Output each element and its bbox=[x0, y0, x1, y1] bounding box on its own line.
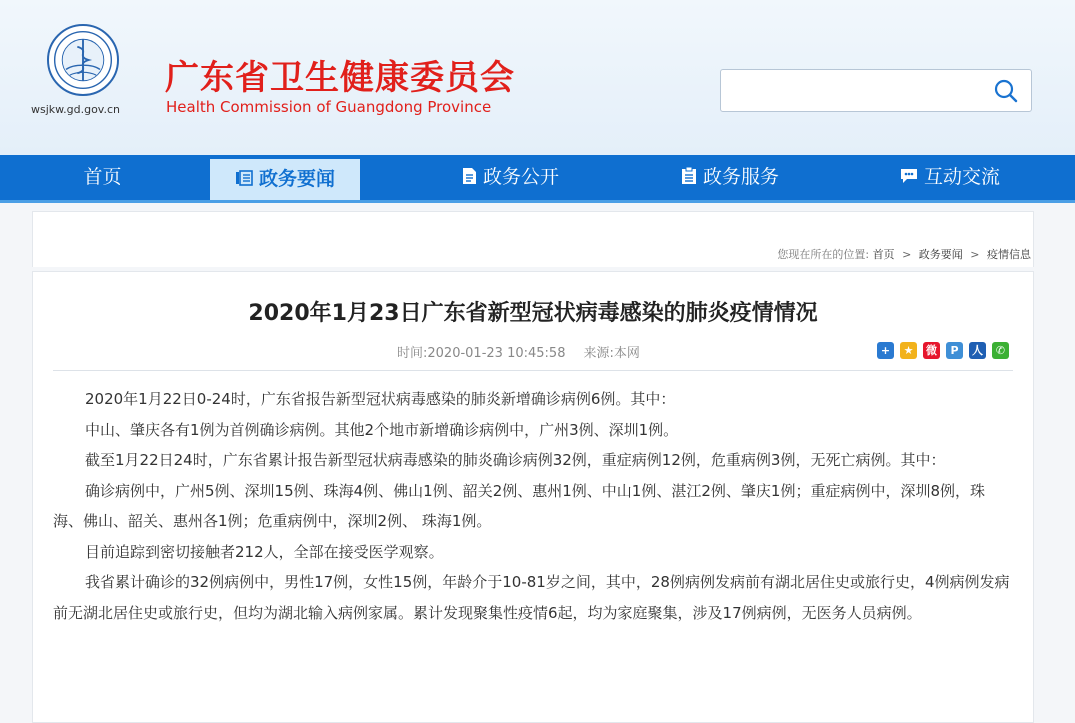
main-nav bbox=[0, 155, 1075, 203]
nav-item-public-affairs[interactable] bbox=[420, 155, 600, 200]
article-title: 2020年1月23日广东省新型冠状病毒感染的肺炎疫情情况 bbox=[248, 301, 818, 326]
breadcrumb-separator: > bbox=[902, 248, 912, 261]
more-share-icon[interactable]: + bbox=[877, 342, 894, 359]
wechat-icon[interactable]: ✆ bbox=[992, 342, 1009, 359]
source-label: 来源: bbox=[583, 346, 614, 361]
weibo-icon[interactable]: 微 bbox=[923, 342, 940, 359]
divider bbox=[53, 370, 1013, 371]
search-icon[interactable] bbox=[993, 78, 1019, 104]
site-title[interactable]: 广东省卫生健康委员会 bbox=[165, 58, 515, 98]
search-box bbox=[720, 69, 1032, 112]
breadcrumb-news[interactable]: 政务要闻 bbox=[918, 248, 963, 261]
clipboard-icon bbox=[681, 167, 697, 185]
chat-icon bbox=[900, 168, 918, 184]
article-body bbox=[53, 384, 1013, 628]
nav-item-label: 首页 bbox=[83, 166, 122, 188]
breadcrumb-prefix: 您现在所在的位置: bbox=[777, 248, 870, 261]
nav-item-label: 政务服务 bbox=[702, 166, 779, 188]
document-icon bbox=[461, 167, 477, 185]
people-icon[interactable]: 人 bbox=[969, 342, 986, 359]
site-domain: wsjkw.gd.gov.cn bbox=[31, 103, 120, 116]
article bbox=[32, 271, 1034, 723]
breadcrumb bbox=[777, 246, 1031, 262]
breadcrumb-home[interactable]: 首页 bbox=[872, 248, 895, 261]
share-bar bbox=[877, 342, 1009, 359]
time-value: 2020-01-23 10:45:58 bbox=[427, 346, 566, 361]
time-label: 时间: bbox=[397, 346, 428, 361]
breadcrumb-panel bbox=[32, 211, 1034, 267]
site-logo[interactable] bbox=[47, 24, 119, 96]
article-paragraph: 我省累计确诊的32例病例中，男性17例，女性15例，年龄介于10-81岁之间，其中，28例病例发病前有湖北居住史或旅行史，4例病例发病前无湖北居住史或旅行史，但均为湖北输入病例家属。累计发现聚集性疫情6起，均为家庭聚集，涉及17例病例，无医务人员病例。 bbox=[53, 573, 1010, 622]
nav-item-services[interactable] bbox=[640, 155, 820, 200]
emblem-icon bbox=[49, 26, 117, 94]
news-icon bbox=[235, 170, 253, 186]
breadcrumb-epidemic-info[interactable]: 疫情信息 bbox=[987, 248, 1031, 261]
article-paragraph: 2020年1月22日0-24时，广东省报告新型冠状病毒感染的肺炎新增确诊病例6例。其中： bbox=[85, 390, 676, 408]
source-value: 本网 bbox=[613, 346, 640, 361]
site-subtitle: Health Commission of Guangdong Province bbox=[166, 98, 492, 116]
article-paragraph: 中山、肇庆各有1例为首例确诊病例。其他2个地市新增确诊病例中，广州3例、深圳1例。 bbox=[85, 420, 679, 439]
search-input[interactable] bbox=[729, 76, 983, 107]
article-paragraph: 确诊病例中，广州5例、深圳15例、珠海4例、佛山1例、韶关2例、惠州1例、中山1例、湛江2例、肇庆1例；重症病例中，深圳8例，珠海、佛山、韶关、惠州各1例；危重病例中，深圳2例、 珠海1例。 bbox=[53, 481, 985, 530]
nav-item-home[interactable] bbox=[0, 155, 205, 200]
nav-item-label: 政务公开 bbox=[482, 166, 559, 188]
nav-item-news[interactable] bbox=[210, 159, 360, 200]
nav-item-label: 互动交流 bbox=[923, 166, 1000, 188]
article-paragraph: 截至1月22日24时，广东省累计报告新型冠状病毒感染的肺炎确诊病例32例，重症病例12例，危重病例3例，无死亡病例。其中： bbox=[85, 451, 946, 469]
article-paragraph: 目前追踪到密切接触者212人，全部在接受医学观察。 bbox=[85, 542, 444, 561]
tencent-weibo-icon[interactable]: P bbox=[946, 342, 963, 359]
nav-item-label: 政务要闻 bbox=[258, 168, 335, 190]
nav-item-interaction[interactable] bbox=[860, 155, 1040, 200]
article-meta bbox=[397, 342, 640, 361]
qzone-icon[interactable]: ★ bbox=[900, 342, 917, 359]
site-header bbox=[0, 0, 1075, 155]
breadcrumb-separator: > bbox=[970, 248, 980, 261]
